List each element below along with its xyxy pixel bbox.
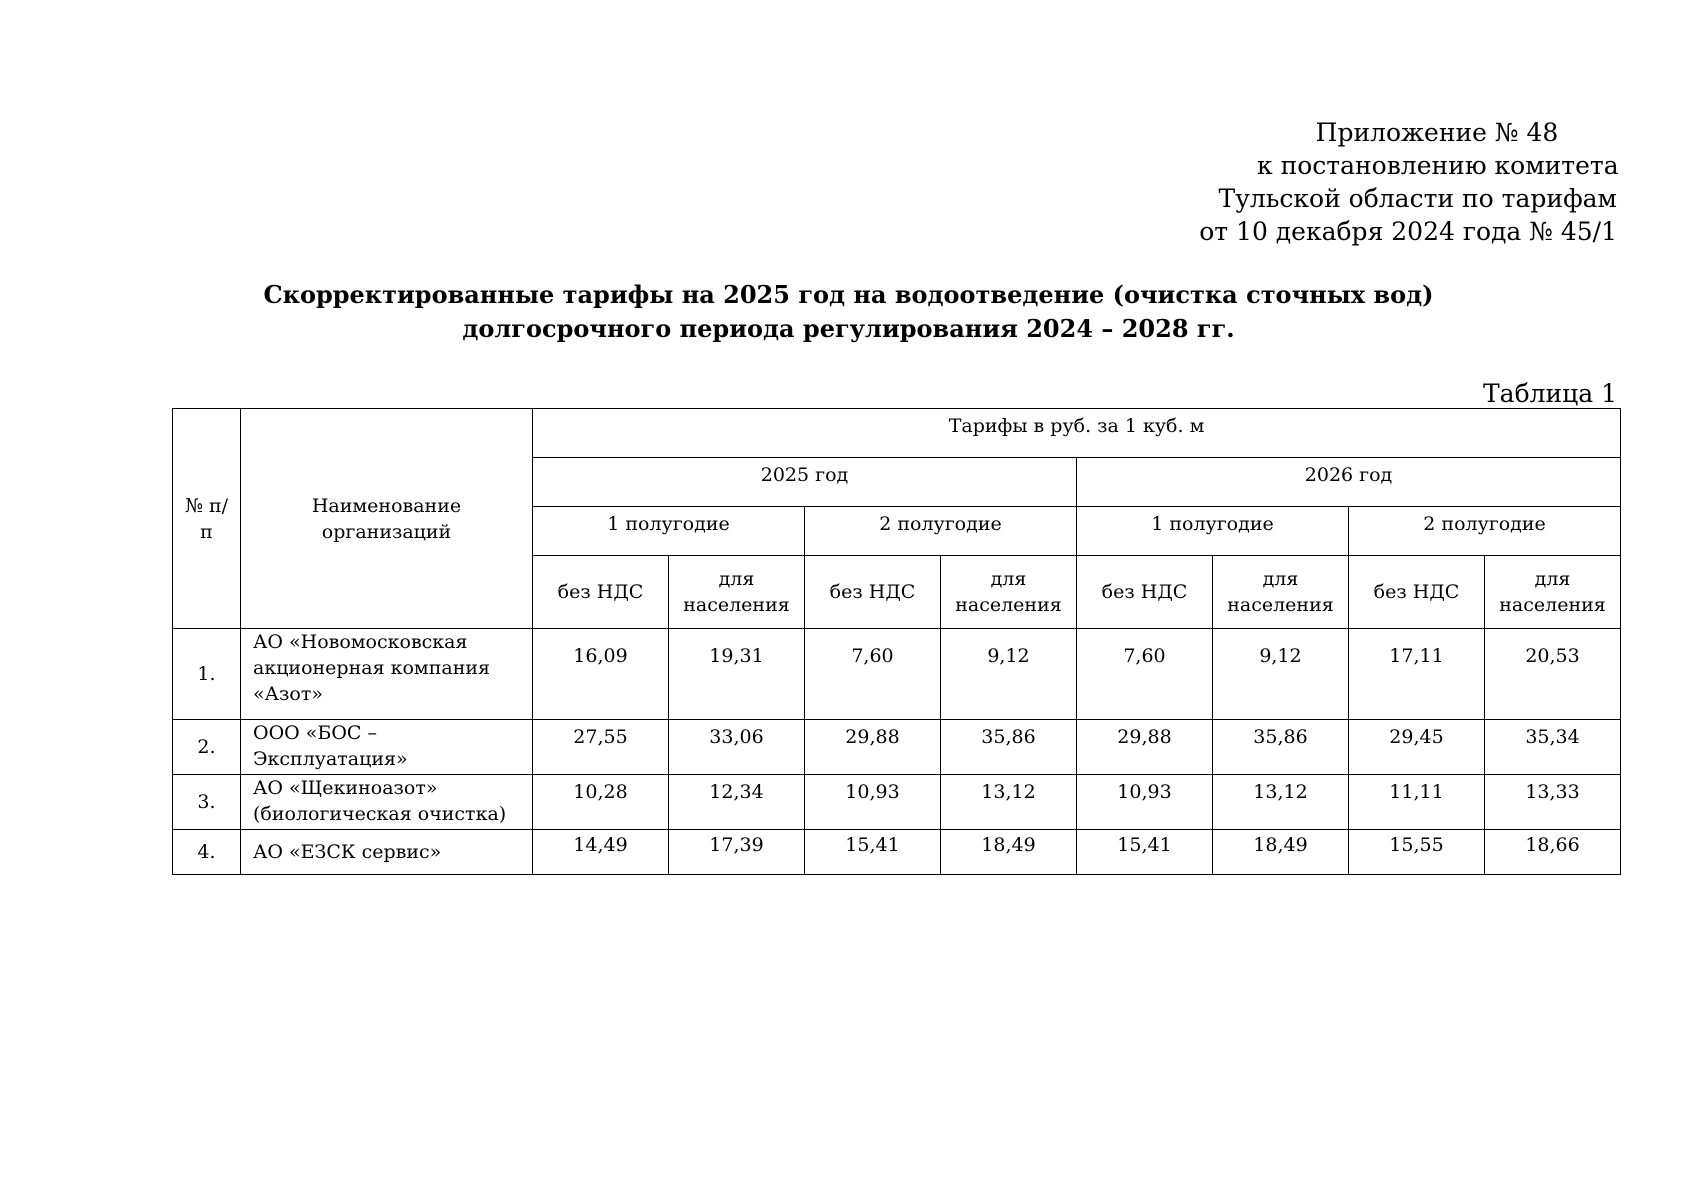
row-num: 1.: [173, 629, 241, 720]
table-row: [173, 629, 1621, 720]
row-value: 29,88: [1077, 720, 1213, 775]
row-value: 19,31: [669, 629, 805, 720]
row-value: 20,53: [1485, 629, 1621, 720]
row-value: 15,55: [1349, 830, 1485, 875]
header-org-name: Наименование организаций: [241, 409, 533, 629]
appendix-number: Приложение № 48: [1315, 118, 1559, 147]
header-year-2026: 2026 год: [1077, 458, 1621, 507]
row-value: 10,93: [1077, 775, 1213, 830]
header-subcol: без НДС: [805, 556, 941, 629]
header-tariff: Тарифы в руб. за 1 куб. м: [533, 409, 1621, 458]
appendix-resolution: к постановлению комитета: [1257, 151, 1619, 180]
header-num: № п/п: [173, 409, 241, 629]
row-value: 9,12: [941, 629, 1077, 720]
row-org-name: АО «ЕЗСК сервис»: [241, 830, 533, 875]
appendix-date: от 10 декабря 2024 года № 45/1: [1199, 217, 1617, 246]
row-num: 3.: [173, 775, 241, 830]
row-org-name: АО «Новомосковская акционерная компания «Азот»: [241, 629, 533, 720]
row-value: 13,12: [1213, 775, 1349, 830]
header-year-2025: 2025 год: [533, 458, 1077, 507]
row-num: 2.: [173, 720, 241, 775]
document-title: [0, 278, 1697, 346]
row-num: 4.: [173, 830, 241, 875]
row-value: 35,34: [1485, 720, 1621, 775]
row-value: 18,66: [1485, 830, 1621, 875]
appendix-committee: Тульской области по тарифам: [1218, 184, 1617, 213]
row-value: 7,60: [1077, 629, 1213, 720]
header-subcol: для населения: [1213, 556, 1349, 629]
row-value: 15,41: [1077, 830, 1213, 875]
header-subcol: без НДС: [1349, 556, 1485, 629]
table-label: Таблица 1: [1482, 379, 1617, 408]
row-value: 27,55: [533, 720, 669, 775]
header-subcol: без НДС: [1077, 556, 1213, 629]
appendix-block: [1197, 116, 1617, 248]
row-value: 29,45: [1349, 720, 1485, 775]
row-value: 33,06: [669, 720, 805, 775]
row-value: 15,41: [805, 830, 941, 875]
title-line-1: Скорректированные тарифы на 2025 год на водоотведение (очистка сточных вод): [263, 280, 1434, 309]
tariff-table: [172, 408, 1621, 875]
row-org-name: АО «Щекиноазот» (биологическая очистка): [241, 775, 533, 830]
row-value: 35,86: [941, 720, 1077, 775]
row-value: 17,39: [669, 830, 805, 875]
header-half: 2 полугодие: [805, 507, 1077, 556]
header-subcol: для населения: [1485, 556, 1621, 629]
header-subcol: без НДС: [533, 556, 669, 629]
row-value: 29,88: [805, 720, 941, 775]
title-line-2: долгосрочного периода регулирования 2024 – 2028 гг.: [462, 314, 1235, 343]
header-half: 1 полугодие: [533, 507, 805, 556]
row-value: 35,86: [1213, 720, 1349, 775]
row-value: 16,09: [533, 629, 669, 720]
row-value: 17,11: [1349, 629, 1485, 720]
row-value: 14,49: [533, 830, 669, 875]
row-value: 12,34: [669, 775, 805, 830]
row-value: 7,60: [805, 629, 941, 720]
row-value: 9,12: [1213, 629, 1349, 720]
row-value: 11,11: [1349, 775, 1485, 830]
table-row: [173, 830, 1621, 875]
table-row: [173, 775, 1621, 830]
header-subcol: для населения: [941, 556, 1077, 629]
row-value: 13,12: [941, 775, 1077, 830]
header-half: 2 полугодие: [1349, 507, 1621, 556]
row-value: 18,49: [1213, 830, 1349, 875]
row-value: 10,28: [533, 775, 669, 830]
table-row: [173, 720, 1621, 775]
row-value: 18,49: [941, 830, 1077, 875]
header-half: 1 полугодие: [1077, 507, 1349, 556]
header-subcol: для населения: [669, 556, 805, 629]
row-value: 10,93: [805, 775, 941, 830]
row-org-name: ООО «БОС – Эксплуатация»: [241, 720, 533, 775]
row-value: 13,33: [1485, 775, 1621, 830]
